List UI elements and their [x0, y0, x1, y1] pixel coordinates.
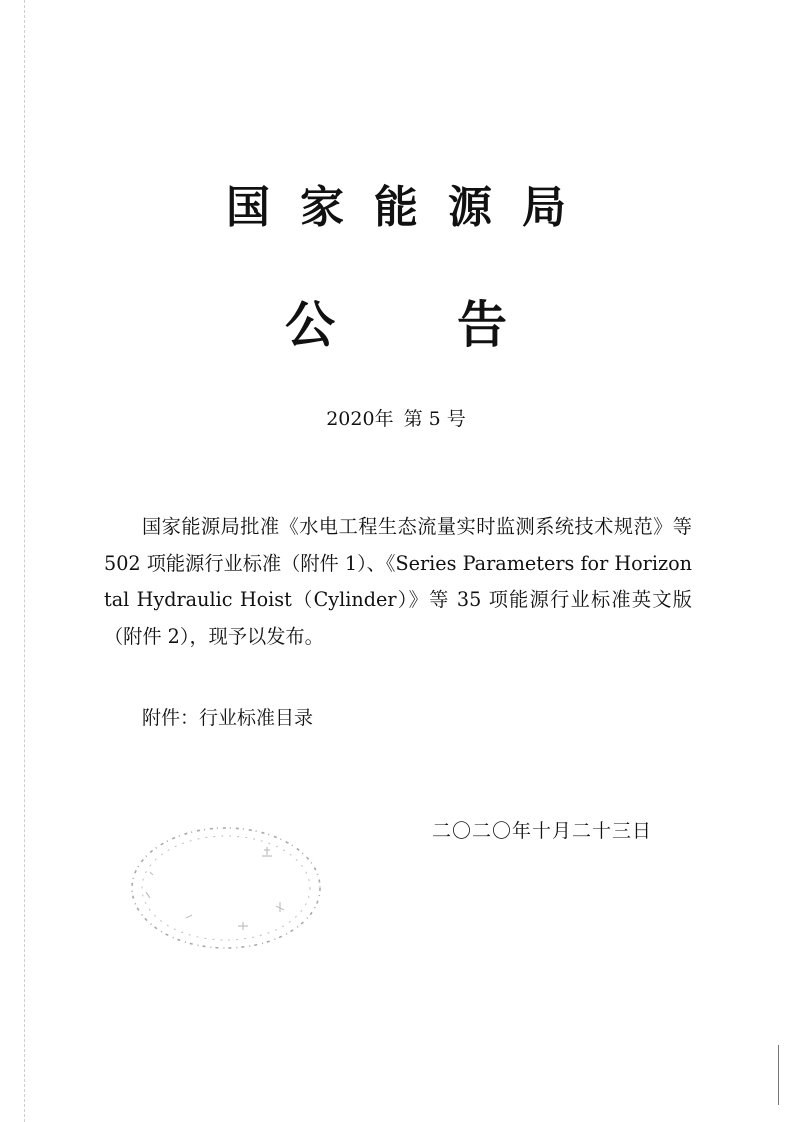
- document-year-suffix: 年: [374, 408, 394, 430]
- document-issue-number: 第 5 号: [403, 408, 466, 430]
- document-number: [0, 405, 792, 433]
- announcement-body: 国家能源局批准《水电工程生态流量实时监测系统技术规范》等 502 项能源行业标准（附件 1）、《Series Parameters for Horizontal Hydraulic Hoist（Cylinder）》等 35 项能源行业标准英文版（附件 2），现予以发布。: [104, 515, 692, 648]
- document-year: 2020: [326, 408, 375, 430]
- agency-title: 国家能源局: [226, 182, 596, 233]
- issue-date: 二〇二〇年十月二十三日: [432, 820, 653, 842]
- scan-edge-line-left: [24, 0, 25, 1122]
- official-seal-stamp: [126, 822, 326, 954]
- notice-title: 公告: [285, 295, 629, 354]
- attachment-line: 附件：行业标准目录: [142, 707, 314, 729]
- scan-edge-line-right: [778, 1045, 779, 1105]
